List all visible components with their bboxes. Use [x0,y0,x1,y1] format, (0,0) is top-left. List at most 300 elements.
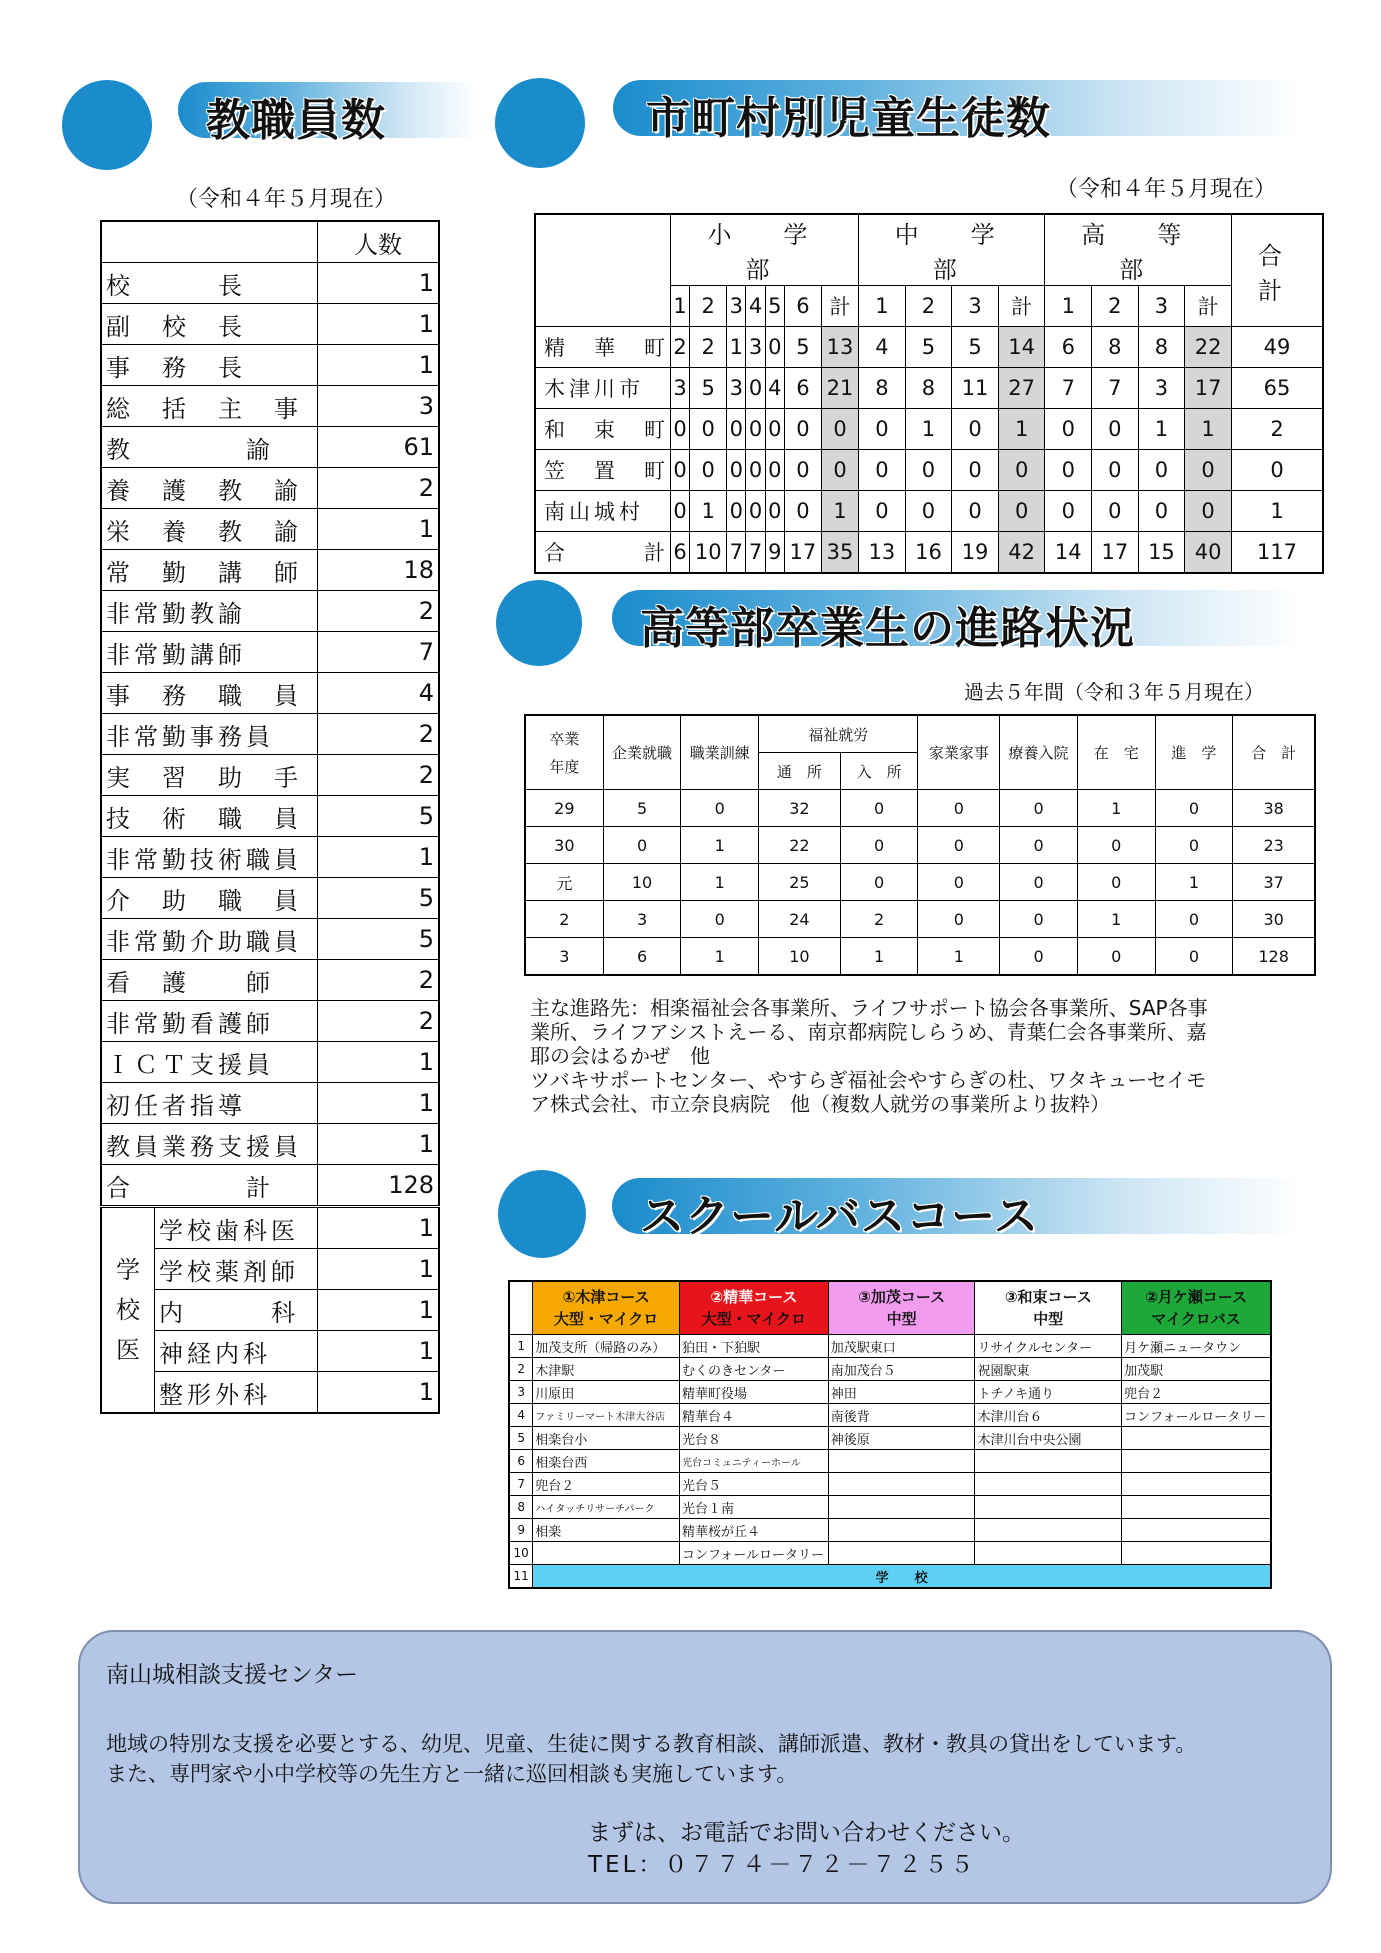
bus-stop-number: 1 [509,1335,533,1358]
graduates-cell: 1 [1077,790,1155,827]
grade-header: 2 [905,286,952,327]
student-count: 1 [821,491,858,532]
staff-count: 5 [318,919,440,960]
staff-role: 総 括 主 事 [101,386,318,427]
student-count: 0 [998,450,1045,491]
students-division-row [535,214,1323,286]
student-count: 8 [1138,327,1185,368]
student-count: 4 [859,327,906,368]
student-count: 0 [784,491,821,532]
bus-stop-name: 狛田・下狛駅 [679,1335,828,1358]
graduates-cell: 24 [759,901,841,938]
bus-header-blank [509,1281,533,1335]
bus-stop-name: コンフォールロータリー [679,1542,828,1565]
graduates-cell: 0 [1155,790,1233,827]
graduates-title: 高等部卒業生の進路状況 [640,603,1135,654]
division-header: 小 学 部 [671,214,859,286]
student-count: 0 [1138,491,1185,532]
staff-row [101,796,439,837]
support-center-tel: TEL：０７７４－７２－７２５５ [588,1852,977,1878]
student-count: 1 [690,491,727,532]
staff-row [101,755,439,796]
graduates-cell: 30 [1233,901,1315,938]
doctor-role: 整形外科 [155,1372,318,1414]
bus-course-name: ③和束コース [1004,1288,1092,1306]
student-count: 40 [1185,532,1232,574]
student-count: 9 [765,532,784,574]
student-count: 16 [905,532,952,574]
staff-total-label: 合 計 [101,1165,318,1207]
student-count: 27 [998,368,1045,409]
graduates-cell: 22 [759,827,841,864]
bus-stop-name [975,1519,1122,1542]
staff-count: 1 [318,1124,440,1165]
students-header-blank [535,214,671,327]
bus-stop-number: 3 [509,1381,533,1404]
bus-stop-name: 木津川台中央公園 [975,1427,1122,1450]
student-count: 0 [905,491,952,532]
student-count: 6 [1045,327,1092,368]
student-count: 0 [821,450,858,491]
graduates-cell: 0 [1077,864,1155,901]
student-count: 0 [765,491,784,532]
municipality-name: 笠 置 町 [535,450,671,491]
graduates-cell: 1 [681,827,759,864]
bus-course-type: 中型 [886,1310,917,1328]
doctor-role: 神経内科 [155,1331,318,1372]
student-count: 17 [1092,532,1139,574]
bullet-circle-icon [495,78,585,168]
graduates-cell: 1 [1077,901,1155,938]
staff-role: 非常勤技術職員 [101,837,318,878]
student-count: 0 [905,450,952,491]
bus-stop-row [509,1404,1271,1427]
grade-header: 計 [998,286,1045,327]
staff-count: 1 [318,1083,440,1124]
graduates-cell: 0 [918,790,1000,827]
bus-stop-name: 祝園駅東 [975,1358,1122,1381]
staff-role: 副 校 長 [101,304,318,345]
header-company: 企業就職 [603,715,681,790]
student-count: 10 [690,532,727,574]
graduates-cell: 0 [681,901,759,938]
bus-stop-name: 相楽台小 [533,1427,680,1450]
staff-total-count: 128 [318,1165,440,1207]
graduates-cell: 0 [918,864,1000,901]
municipality-total: 65 [1232,368,1324,409]
municipality-name: 精 華 町 [535,327,671,368]
staff-count: 2 [318,1001,440,1042]
doctor-group-label: 学 校 医 [101,1207,155,1414]
municipality-total: 117 [1232,532,1324,574]
student-count: 14 [998,327,1045,368]
bus-stop-number: 7 [509,1473,533,1496]
grade-header: 5 [765,286,784,327]
header-hospital: 療養入院 [1000,715,1078,790]
main-destinations-line: ア株式会社、市立奈良病院 他（複数人就労の事業所より抜粋） [530,1092,1110,1116]
staff-row [101,468,439,509]
graduates-cell: 0 [603,827,681,864]
graduates-cell: 1 [681,864,759,901]
header-welfare: 福祉就労 [759,715,918,753]
grade-header: 計 [821,286,858,327]
staff-count: 2 [318,960,440,1001]
bus-stop-name: 南加茂台５ [828,1358,975,1381]
bus-stop-name: 南後背 [828,1404,975,1427]
student-count: 0 [952,491,999,532]
staff-row [101,1001,439,1042]
students-title: 市町村別児童生徒数 [646,93,1051,144]
staff-role: 実 習 助 手 [101,755,318,796]
staff-header-count: 人数 [318,221,440,263]
staff-role: 事 務 長 [101,345,318,386]
student-count: 2 [671,327,690,368]
staff-role: 栄 養 教 諭 [101,509,318,550]
municipality-total: 0 [1232,450,1324,491]
staff-count: 18 [318,550,440,591]
staff-role: 非常勤講師 [101,632,318,673]
student-count: 0 [671,409,690,450]
staff-count: 2 [318,755,440,796]
bus-stop-name: 精華町役場 [679,1381,828,1404]
students-row [535,409,1323,450]
bus-course-header [828,1281,975,1335]
main-destinations-line: 業所、ライフアシストえーる、南京都病院しらうめ、青葉仁会各事業所、嘉 [530,1020,1207,1044]
staff-count: 1 [318,263,440,304]
staff-role: 非常勤介助職員 [101,919,318,960]
bus-course-type: 大型・マイクロ [553,1310,659,1328]
grade-header: 2 [1092,286,1139,327]
student-count: 0 [859,491,906,532]
bus-stop-name [975,1496,1122,1519]
graduates-cell: 0 [1155,938,1233,976]
students-row [535,450,1323,491]
student-count: 35 [821,532,858,574]
graduates-cell: 0 [681,790,759,827]
staff-table [100,220,440,1414]
student-count: 0 [746,450,765,491]
doctor-count: 1 [318,1249,440,1290]
bus-stop-name [1122,1542,1271,1565]
graduates-cell: 0 [840,864,918,901]
division-header: 高 等 部 [1045,214,1232,286]
graduates-cell: 1 [1155,864,1233,901]
student-count: 0 [727,409,746,450]
graduates-cell: 10 [759,938,841,976]
bus-stop-number: 4 [509,1404,533,1427]
staff-count: 1 [318,304,440,345]
student-count: 3 [746,327,765,368]
students-total-header: 合 計 [1232,214,1324,327]
graduates-cell: 1 [840,938,918,976]
staff-row [101,837,439,878]
bus-stop-name: 兜台２ [533,1473,680,1496]
bus-course-name: ②精華コース [710,1288,798,1306]
student-count: 14 [1045,532,1092,574]
student-count: 5 [952,327,999,368]
staff-row [101,550,439,591]
bus-stop-name: 相楽台西 [533,1450,680,1473]
header-total: 合 計 [1233,715,1315,790]
support-center-line2: また、専門家や小中学校等の先生方と一緒に巡回相談も実施しています。 [106,1762,798,1786]
bus-stop-name: 木津川台６ [975,1404,1122,1427]
student-count: 6 [671,532,690,574]
bus-stop-name: 光台８ [679,1427,828,1450]
bus-stop-name [975,1473,1122,1496]
staff-role: 非常勤看護師 [101,1001,318,1042]
graduates-cell: 30 [525,827,603,864]
graduates-row [525,938,1315,976]
graduates-cell: 1 [681,938,759,976]
bus-stop-name [1122,1473,1271,1496]
staff-header-blank [101,221,318,263]
graduates-cell: 0 [1155,827,1233,864]
staff-count: 1 [318,837,440,878]
bus-stop-name: 加茂駅 [1122,1358,1271,1381]
student-count: 7 [746,532,765,574]
bus-stop-name [1122,1496,1271,1519]
graduates-cell: 37 [1233,864,1315,901]
doctor-role: 学校歯科医 [155,1207,318,1249]
staff-count: 61 [318,427,440,468]
staff-row [101,632,439,673]
staff-row [101,386,439,427]
grade-header: 1 [859,286,906,327]
staff-role: 校 長 [101,263,318,304]
bus-course-type: マイクロバス [1151,1310,1241,1328]
graduates-row [525,864,1315,901]
staff-role: 介 助 職 員 [101,878,318,919]
student-count: 5 [905,327,952,368]
staff-role: 事 務 職 員 [101,673,318,714]
staff-row [101,427,439,468]
bus-course-table [508,1280,1272,1589]
staff-role: 常 勤 講 師 [101,550,318,591]
bus-stop-name: リサイクルセンター [975,1335,1122,1358]
student-count: 0 [1092,409,1139,450]
grade-header: 6 [784,286,821,327]
municipality-name: 合 計 [535,532,671,574]
main-destinations-line: 主な進路先：相楽福祉会各事業所、ライフサポート協会各事業所、SAP各事 [530,996,1208,1020]
students-row [535,368,1323,409]
bus-stop-number: 6 [509,1450,533,1473]
students-as-of: （令和４年５月現在） [1056,177,1277,202]
bus-stop-row [509,1335,1271,1358]
doctor-role: 内 科 [155,1290,318,1331]
graduates-cell: 23 [1233,827,1315,864]
graduates-cell: 0 [1000,827,1078,864]
student-count: 0 [1092,491,1139,532]
student-count: 7 [1045,368,1092,409]
graduates-cell: 0 [1000,901,1078,938]
staff-count: 5 [318,796,440,837]
graduates-row [525,901,1315,938]
support-center-line1: 地域の特別な支援を必要とする、幼児、児童、生徒に関する教育相談、講師派遣、教材・教具の貸出をしています。 [106,1732,1197,1756]
graduates-cell: 0 [1155,901,1233,938]
bus-stop-number: 5 [509,1427,533,1450]
bus-stop-name: ファミリーマート木津大谷店 [533,1404,680,1427]
graduates-cell: 25 [759,864,841,901]
student-count: 5 [784,327,821,368]
staff-count: 2 [318,468,440,509]
student-count: 0 [727,491,746,532]
student-count: 0 [1185,491,1232,532]
graduates-cell: 6 [603,938,681,976]
header-family: 家業家事 [918,715,1000,790]
student-count: 1 [998,409,1045,450]
bus-stop-name: ハイタッチリサーチパーク [533,1496,680,1519]
main-destinations-line: 耶の会はるかぜ 他 [530,1044,710,1068]
bus-stop-number: 2 [509,1358,533,1381]
bus-course-header [1122,1281,1271,1335]
student-count: 0 [952,450,999,491]
staff-row [101,591,439,632]
student-count: 21 [821,368,858,409]
staff-count: 5 [318,878,440,919]
graduates-cell: 0 [840,827,918,864]
bus-course-type: 大型・マイクロ [701,1310,807,1328]
staff-row [101,1042,439,1083]
graduates-cell: 0 [918,901,1000,938]
graduates-row [525,790,1315,827]
student-count: 6 [784,368,821,409]
main-destinations-line: ツバキサポートセンター、やすらぎ福祉会やすらぎの杜、ワタキューセイモ [530,1068,1207,1092]
bus-stop-name [533,1542,680,1565]
student-count: 0 [784,409,821,450]
bus-stop-name [828,1542,975,1565]
bus-course-name: ③加茂コース [858,1288,946,1306]
student-count: 0 [765,409,784,450]
municipality-total: 49 [1232,327,1324,368]
doctor-row [101,1207,439,1249]
grade-header: 3 [727,286,746,327]
staff-role: 教員業務支援員 [101,1124,318,1165]
student-count: 0 [1045,491,1092,532]
staff-header-row [101,221,439,263]
student-count: 7 [1092,368,1139,409]
bus-stop-name: 神後原 [828,1427,975,1450]
doctor-count: 1 [318,1207,440,1249]
student-count: 15 [1138,532,1185,574]
student-count: 22 [1185,327,1232,368]
student-count: 0 [746,491,765,532]
student-count: 0 [746,409,765,450]
staff-count: 1 [318,1042,440,1083]
municipality-name: 南山城村 [535,491,671,532]
bus-stop-number: 11 [509,1565,533,1589]
graduates-cell: 0 [1000,864,1078,901]
staff-count: 1 [318,509,440,550]
staff-row [101,714,439,755]
student-count: 0 [671,491,690,532]
student-count: 0 [1045,409,1092,450]
main-destinations [530,996,1330,1116]
students-row [535,491,1323,532]
staff-row [101,673,439,714]
bus-stop-row [509,1519,1271,1542]
staff-row [101,960,439,1001]
graduates-cell: 0 [1000,790,1078,827]
student-count: 0 [671,450,690,491]
student-count: 11 [952,368,999,409]
student-count: 0 [784,450,821,491]
student-count: 1 [727,327,746,368]
bus-stop-name [828,1473,975,1496]
staff-row [101,878,439,919]
student-count: 13 [821,327,858,368]
student-count: 2 [690,327,727,368]
bus-stop-name: 光台コミュニティーホール [679,1450,828,1473]
staff-role: ＩＣＴ支援員 [101,1042,318,1083]
student-count: 17 [1185,368,1232,409]
staff-title: 教職員数 [206,95,386,146]
student-count: 19 [952,532,999,574]
staff-row [101,919,439,960]
student-count: 0 [998,491,1045,532]
bus-stop-name: 精華台４ [679,1404,828,1427]
header-further: 進 学 [1155,715,1233,790]
student-count: 42 [998,532,1045,574]
bus-stop-row [509,1473,1271,1496]
municipality-name: 木津川市 [535,368,671,409]
student-count: 0 [1185,450,1232,491]
bus-stop-name: 精華桜が丘４ [679,1519,828,1542]
graduates-cell: 29 [525,790,603,827]
graduates-cell: 5 [603,790,681,827]
support-center-call: まずは、お電話でお問い合わせください。 [588,1820,1025,1846]
graduates-cell: 1 [918,938,1000,976]
students-row [535,532,1323,574]
bus-stop-name [1122,1427,1271,1450]
student-count: 0 [1045,450,1092,491]
student-count: 0 [1138,450,1185,491]
graduates-cell: 32 [759,790,841,827]
bus-stop-number: 9 [509,1519,533,1542]
bus-header-row [509,1281,1271,1335]
student-count: 8 [859,368,906,409]
header-year: 卒業 年度 [525,715,603,790]
graduates-table [524,714,1316,976]
doctor-count: 1 [318,1290,440,1331]
student-count: 3 [727,368,746,409]
staff-total-row [101,1165,439,1207]
bus-stop-name: 神田 [828,1381,975,1404]
support-center-box [78,1630,1332,1904]
bus-stop-name: 月ケ瀬ニュータウン [1122,1335,1271,1358]
bus-stop-name: むくのきセンター [679,1358,828,1381]
student-count: 0 [765,327,784,368]
staff-count: 1 [318,345,440,386]
staff-role: 非常勤教諭 [101,591,318,632]
bus-stop-name: トチノキ通り [975,1381,1122,1404]
student-count: 0 [690,409,727,450]
student-count: 0 [746,368,765,409]
student-count: 5 [690,368,727,409]
student-count: 17 [784,532,821,574]
staff-row [101,1124,439,1165]
bus-stop-name: コンフォールロータリー [1122,1404,1271,1427]
student-count: 0 [821,409,858,450]
header-training: 職業訓練 [681,715,759,790]
support-center-name: 南山城相談支援センター [106,1662,359,1688]
staff-count: 2 [318,591,440,632]
staff-role: 教 諭 [101,427,318,468]
staff-role: 技 術 職 員 [101,796,318,837]
bus-stop-name: 兜台２ [1122,1381,1271,1404]
bus-course-name: ②月ケ瀬コース [1145,1288,1248,1306]
bullet-circle-icon [496,580,582,666]
bus-stop-name [1122,1519,1271,1542]
